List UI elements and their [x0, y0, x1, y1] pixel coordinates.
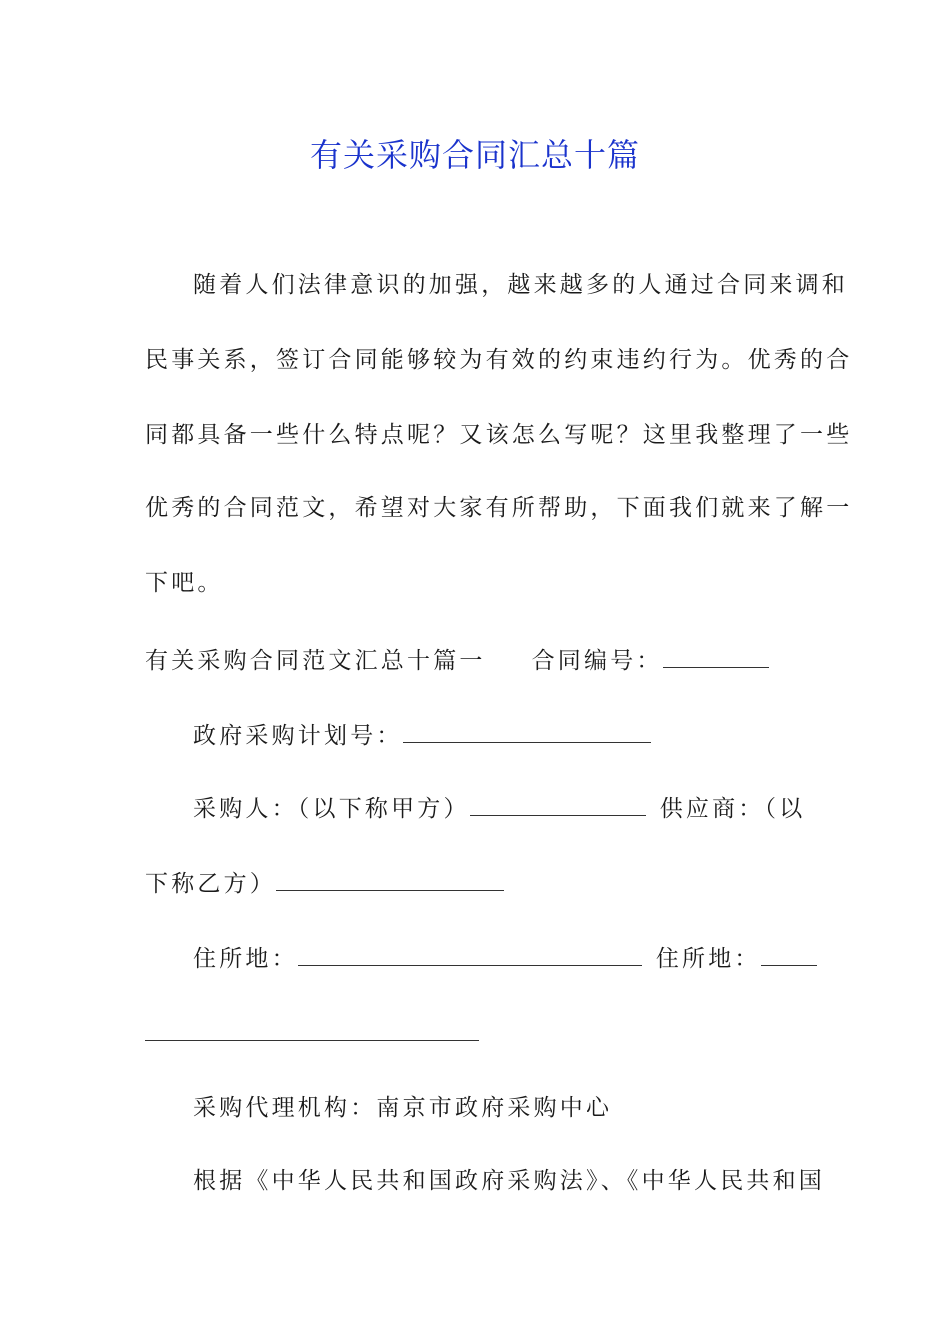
plan-number-blank: [403, 720, 651, 743]
address-label-2: 住所地：: [655, 946, 761, 972]
address-blank-1: [298, 943, 642, 966]
address-blank-continuation: [145, 1040, 479, 1041]
intro-line-5: 下吧。: [145, 570, 224, 596]
purchaser-label: 采购人：（以下称甲方）: [193, 796, 470, 822]
parties-line: [193, 793, 805, 824]
plan-number-label: 政府采购计划号：: [193, 723, 403, 749]
plan-number-line: [193, 720, 651, 751]
section-heading: 有关采购合同范文汇总十篇一: [145, 648, 486, 674]
document-title: 有关采购合同汇总十篇: [309, 136, 640, 174]
address-label-1: 住所地：: [193, 946, 298, 972]
supplier-line: [145, 868, 504, 899]
contract-number-label: 合同编号：: [531, 648, 663, 674]
intro-line-2: 民事关系，签订合同能够较为有效的约束违约行为。优秀的合: [145, 347, 853, 373]
purchaser-blank: [470, 793, 646, 816]
intro-line-1: 随着人们法律意识的加强，越来越多的人通过合同来调和: [193, 272, 848, 298]
basis-line: 根据《中华人民共和国政府采购法》、《中华人民共和国: [193, 1168, 825, 1194]
address-blank-2: [761, 943, 817, 966]
section-heading-line: [145, 645, 769, 676]
supplier-blank: [276, 868, 504, 891]
contract-number-blank: [663, 645, 769, 668]
supplier-label-end: 下称乙方）: [145, 871, 276, 897]
intro-line-4: 优秀的合同范文，希望对大家有所帮助，下面我们就来了解一: [145, 495, 853, 521]
supplier-label-start: 供应商：（以: [659, 796, 806, 822]
agency-line: 采购代理机构：南京市政府采购中心: [193, 1095, 613, 1121]
address-line: [193, 943, 817, 974]
intro-line-3: 同都具备一些什么特点呢？又该怎么写呢？这里我整理了一些: [145, 422, 853, 448]
